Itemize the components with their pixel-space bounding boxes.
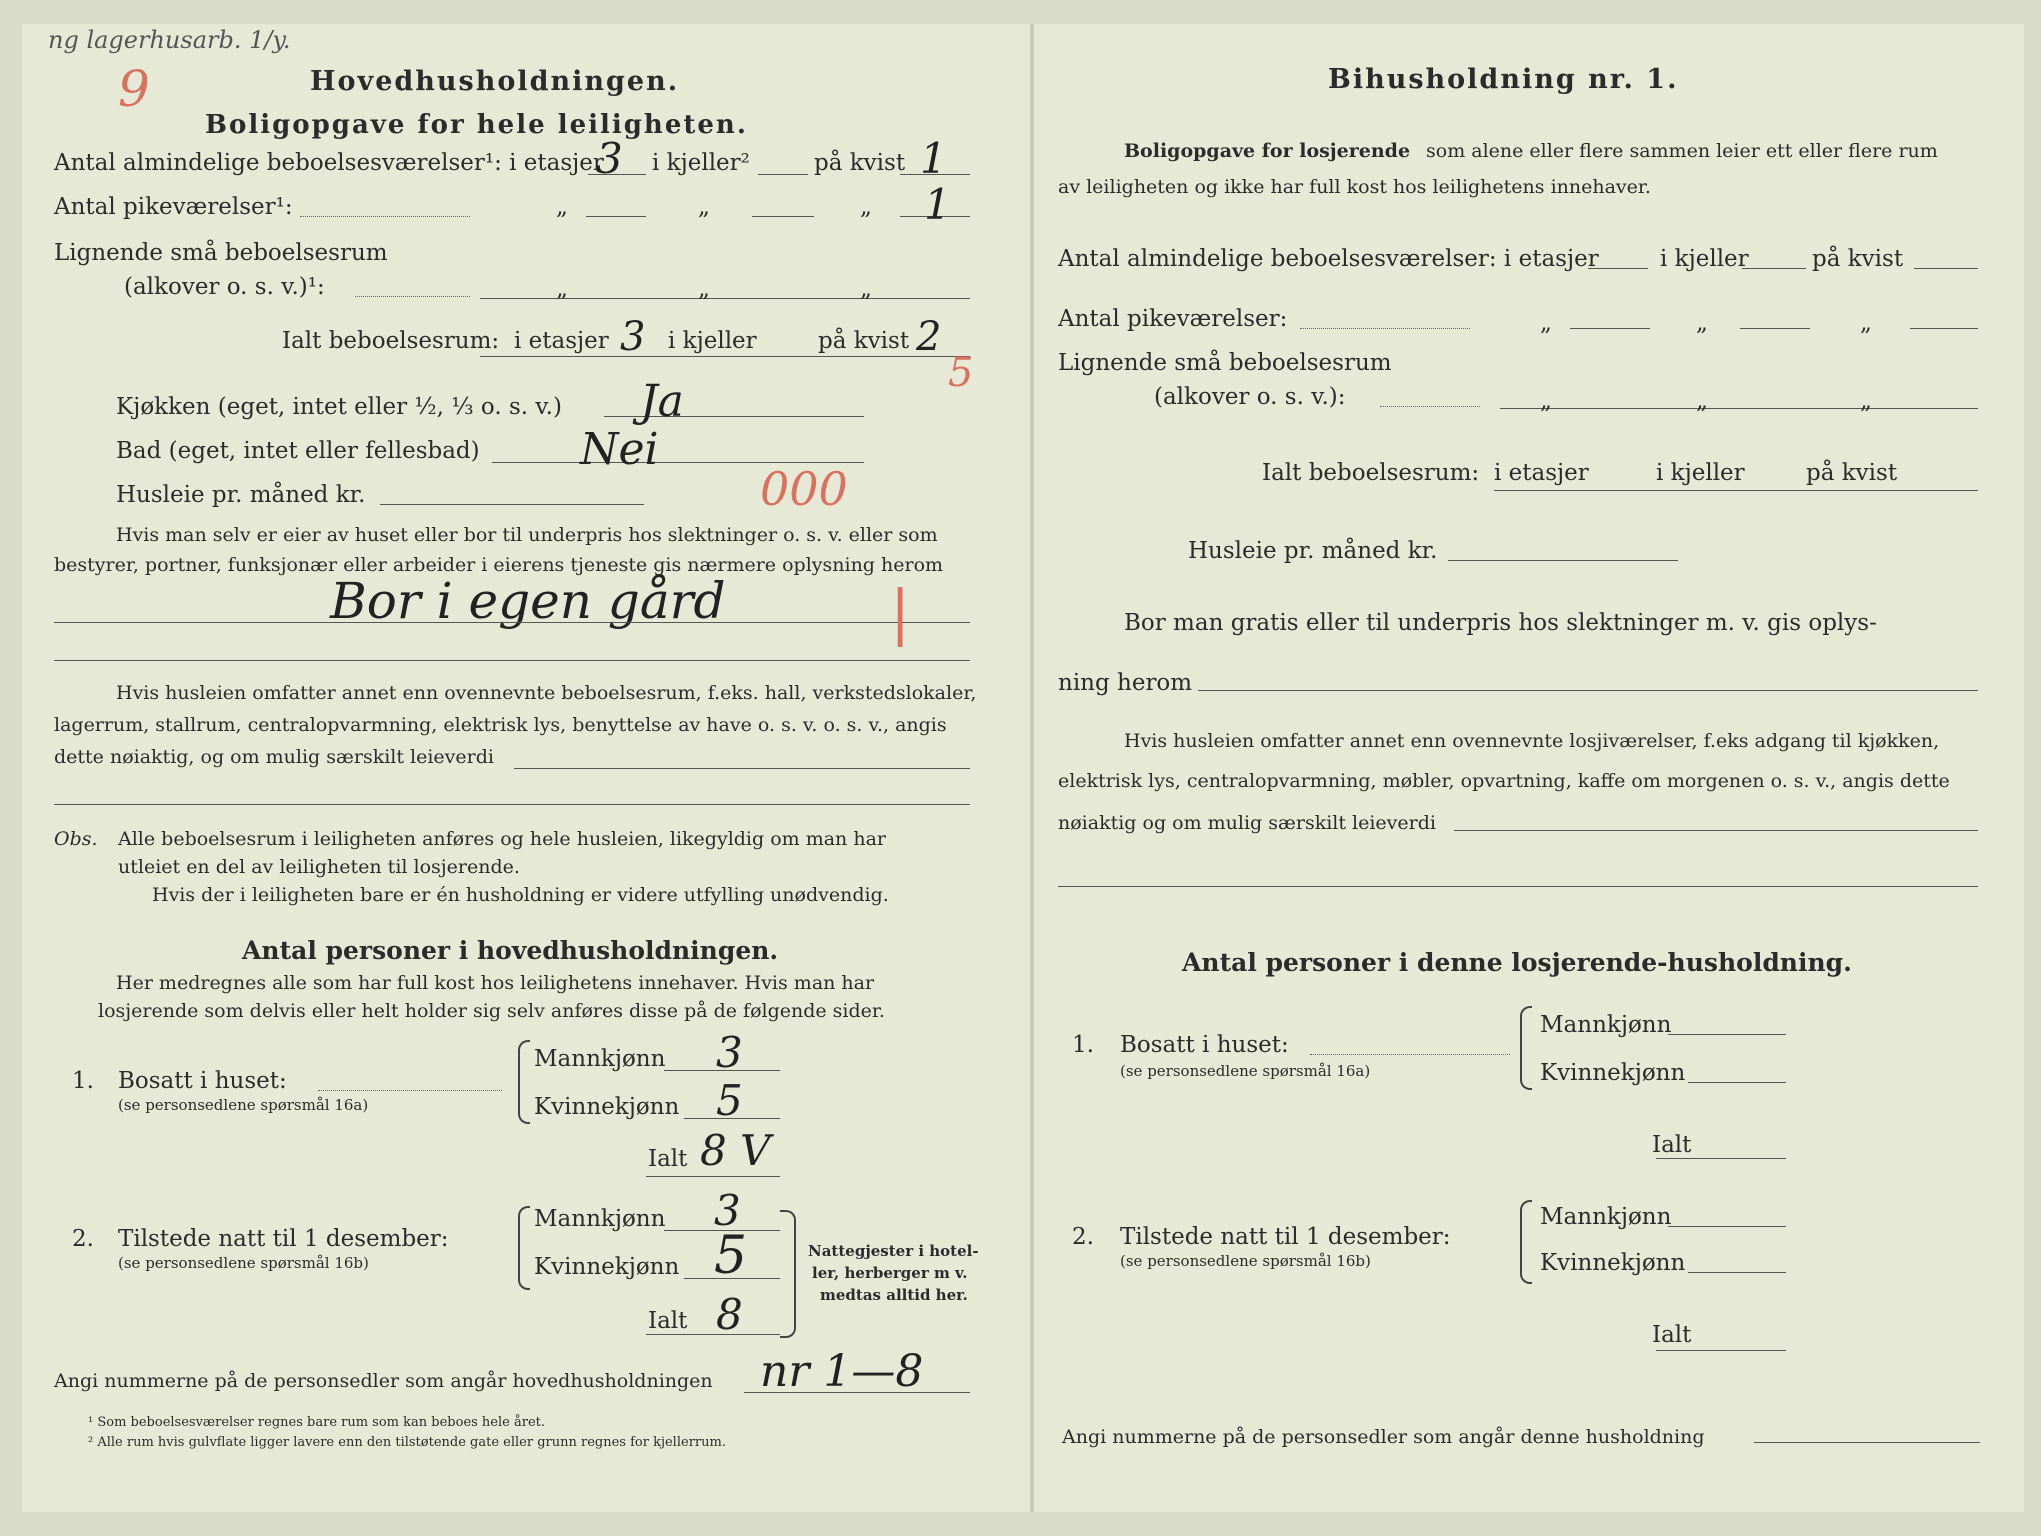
right-total-line [1494,490,1978,491]
right-maid-quote-2: „ [1696,310,1708,336]
q1-ialt-label: Ialt [648,1146,688,1172]
right-includes-2: elektrisk lys, centralopvarmning, møbler, opvartning, kaffe om morgenen o. s. v., angis dette [1058,770,1950,792]
rooms-etasjer-value: 3 [596,134,623,183]
total-kvist-value: 2 [916,314,942,360]
right-maid-line-1 [1570,328,1650,329]
q1-ialt-line [646,1176,780,1177]
rooms-kjeller-label: i kjeller² [652,150,750,176]
q1-label: Bosatt i huset: [118,1068,287,1094]
q2-kvinne-value: 5 [714,1226,748,1286]
right-alcove-line [1500,408,1978,409]
right-maid-line-3 [1910,328,1978,329]
q2-label: Tilstede natt til 1 desember: [118,1226,449,1252]
q2-mann-label: Mannkjønn [534,1206,666,1232]
right-maid-dots [1300,328,1470,329]
right-includes-line-2 [1058,886,1978,887]
right-rooms-label: Antal almindelige beboelsesværelser: i etasjer [1058,246,1599,272]
right-q2-ialt-label: Ialt [1652,1322,1692,1348]
alcove-label-1: Lignende små beboelsesrum [54,240,388,266]
right-maid-line-2 [1740,328,1810,329]
nightguests-1: Nattegjester i hotel- [808,1242,979,1260]
right-q1-mann-label: Mannkjønn [1540,1012,1672,1038]
right-q1-brace [1520,1006,1532,1090]
red-mark-9: 9 [118,60,150,118]
alcove-quote-2: „ [698,276,710,302]
rent-line [380,504,644,505]
owner-text-1: Hvis man selv er eier av huset eller bor til underpris hos slektninger o. s. v. eller som [116,524,938,546]
maid-etasjer-line [586,216,646,217]
q1-brace [518,1040,530,1124]
obs-text-2: utleiet en del av leiligheten til losjerende. [118,856,520,878]
q1-mann-value: 3 [716,1028,743,1077]
persons-text-2: losjerende som delvis eller helt holder sig selv anføres disse på de følgende sider. [98,1000,885,1022]
q2-ialt-label: Ialt [648,1308,688,1334]
rent-red-mark: 000 [760,462,848,516]
right-free-line [1198,690,1978,691]
rent-label: Husleie pr. måned kr. [116,482,366,508]
angi-answer: nr 1—8 [760,1346,924,1397]
right-alcove-dots [1380,406,1480,407]
q2-brace [518,1206,530,1290]
q2-kvinne-label: Kvinnekjønn [534,1254,680,1280]
q1-sub: (se personsedlene spørsmål 16a) [118,1096,369,1114]
q1-ialt-value: 8 V [700,1126,771,1175]
margin-note: ng lagerhusarb. 1/y. [48,26,291,54]
kitchen-label: Kjøkken (eget, intet eller ½, ⅓ o. s. v.) [116,394,562,420]
q2-number: 2. [72,1226,94,1252]
alcove-line [480,298,970,299]
right-angi-text: Angi nummerne på de personsedler som angår denne husholdning [1062,1426,1705,1448]
q2-ialt-value: 8 [716,1290,743,1339]
rooms-kvist-label: på kvist [814,150,906,176]
right-total-label: Ialt beboelsesrum: [1262,460,1480,486]
total-etasjer-value: 3 [620,314,646,360]
right-q2-kvinne-label: Kvinnekjønn [1540,1250,1686,1276]
maid-rooms-dots [300,216,470,217]
right-q1-mann-line [1668,1034,1786,1035]
obs-label: Obs. [54,828,98,850]
right-q1-kvinne-line [1688,1082,1786,1083]
q1-kvinne-label: Kvinnekjønn [534,1094,680,1120]
right-alcove-quote-3: „ [1860,388,1872,414]
right-rooms-kvist-line [1914,268,1978,269]
right-q2-sub: (se personsedlene spørsmål 16b) [1120,1252,1371,1270]
nightguests-2: ler, herberger m v. [812,1264,968,1282]
right-rent-label: Husleie pr. måned kr. [1188,538,1438,564]
maid-quote-3: „ [860,194,872,220]
right-intro-2: av leiligheten og ikke har full kost hos leilighetens innehaver. [1058,176,1651,198]
rooms-kvist-value: 1 [920,134,947,183]
maid-quote-2: „ [698,194,710,220]
maid-kjeller-line [752,216,814,217]
right-maid-quote-1: „ [1540,310,1552,336]
right-title: Bihusholdning nr. 1. [1328,64,1679,95]
right-includes-3: nøiaktig og om mulig særskilt leieverdi [1058,812,1436,834]
right-rooms-etasjer-line [1588,268,1648,269]
right-persons-title: Antal personer i denne losjerende-husholdning. [1182,948,1852,977]
q1-dots [318,1090,502,1091]
right-q2-brace [1520,1200,1532,1284]
right-maid-quote-3: „ [1860,310,1872,336]
nightguests-3: medtas alltid her. [820,1286,968,1304]
total-kvist-label: på kvist [818,328,910,354]
owner-line-2 [54,660,970,661]
maid-rooms-label: Antal pikeværelser¹: [54,194,293,220]
includes-text-2: lagerrum, stallrum, centralopvarmning, elektrisk lys, benyttelse av have o. s. v. o. s. v., angis [54,714,947,736]
angi-text: Angi nummerne på de personsedler som angår hovedhusholdningen [54,1370,713,1392]
right-intro-1: som alene eller flere sammen leier ett eller flere rum [1426,140,1938,162]
right-alcove-label-1: Lignende små beboelsesrum [1058,350,1392,376]
includes-text-1: Hvis husleien omfatter annet enn ovennevnte beboelsesrum, f.eks. hall, verkstedslokaler, [116,682,977,704]
right-q2-mann-line [1668,1226,1786,1227]
right-q2-kvinne-line [1688,1272,1786,1273]
maid-quote-1: „ [556,194,568,220]
rooms-kjeller-line [758,174,808,175]
angi-line [744,1392,970,1393]
right-q1-dots [1310,1054,1510,1055]
right-q2-number: 2. [1072,1224,1094,1250]
right-free-text-1: Bor man gratis eller til underpris hos slektninger m. v. gis oplys- [1124,610,1877,636]
q2-sub: (se personsedlene spørsmål 16b) [118,1254,369,1272]
alcove-quote-1: „ [556,276,568,302]
right-rooms-kjeller-line [1742,268,1806,269]
right-q1-sub: (se personsedlene spørsmål 16a) [1120,1062,1371,1080]
obs-text-3: Hvis der i leiligheten bare er én husholdning er videre utfylling unødvendig. [152,884,889,906]
right-intro-bold: Boligopgave for losjerende [1124,140,1411,162]
includes-line-1 [514,768,970,769]
right-rooms-kvist-label: på kvist [1812,246,1904,272]
right-alcove-label-2: (alkover o. s. v.): [1154,384,1346,410]
q2-mann-value: 3 [714,1186,741,1235]
owner-answer: Bor i egen gård [330,572,726,630]
right-q1-number: 1. [1072,1032,1094,1058]
main-title: Hovedhusholdningen. [310,66,680,97]
right-includes-1: Hvis husleien omfatter annet enn ovennevnte losjiværelser, f.eks adgang til kjøkken, [1124,730,1940,752]
right-total-kvist-label: på kvist [1806,460,1898,486]
q2-ialt-line [646,1334,780,1335]
right-q2-mann-label: Mannkjønn [1540,1204,1672,1230]
right-q1-ialt-line [1656,1158,1786,1159]
owner-line-1 [54,622,970,623]
right-q1-kvinne-label: Kvinnekjønn [1540,1060,1686,1086]
right-q2-label: Tilstede natt til 1 desember: [1120,1224,1451,1250]
right-rooms-kjeller-label: i kjeller [1660,246,1749,272]
total-rooms-label: Ialt beboelsesrum: [282,328,500,354]
right-q2-ialt-line [1656,1350,1786,1351]
right-free-text-2: ning herom [1058,670,1193,696]
right-q1-ialt-label: Ialt [1652,1132,1692,1158]
total-line [480,356,970,357]
includes-text-3: dette nøiaktig, og om mulig særskilt leieverdi [54,746,494,768]
bath-label: Bad (eget, intet eller fellesbad) [116,438,480,464]
red-mark-bar: | [890,578,911,648]
main-subtitle: Boligopgave for hele leiligheten. [205,110,748,140]
total-kjeller-label: i kjeller [668,328,757,354]
right-maid-label: Antal pikeværelser: [1058,306,1288,332]
persons-text-1: Her medregnes alle som har full kost hos leilighetens innehaver. Hvis man har [116,972,875,994]
right-includes-line-1 [1454,830,1978,831]
q2-right-brace [780,1210,796,1338]
persons-title: Antal personer i hovedhusholdningen. [242,936,779,965]
alcove-label-2: (alkover o. s. v.)¹: [124,274,325,300]
right-total-etasjer-label: i etasjer [1494,460,1589,486]
kitchen-value: Ja [640,376,684,427]
right-alcove-quote-1: „ [1540,388,1552,414]
total-etasjer-label: i etasjer [514,328,609,354]
right-angi-line [1754,1442,1980,1443]
owner-text-2: bestyrer, portner, funksjonær eller arbeider i eierens tjeneste gis nærmere oplysning herom [54,554,944,576]
right-rent-line [1448,560,1678,561]
alcove-quote-3: „ [860,276,872,302]
footnote-1: ¹ Som beboelsesværelser regnes bare rum som kan beboes hele året. [88,1415,545,1430]
right-q1-label: Bosatt i huset: [1120,1032,1289,1058]
maid-kvist-value: 1 [924,180,951,229]
includes-line-2 [54,804,970,805]
rooms-label: Antal almindelige beboelsesværelser¹: i etasjer [54,150,604,176]
right-alcove-quote-2: „ [1696,388,1708,414]
q1-kvinne-value: 5 [716,1076,743,1125]
right-total-kjeller-label: i kjeller [1656,460,1745,486]
q1-mann-label: Mannkjønn [534,1046,666,1072]
q1-number: 1. [72,1068,94,1094]
red-mark-5: 5 [948,350,974,396]
alcove-dots [355,296,470,297]
obs-text-1: Alle beboelsesrum i leiligheten anføres og hele husleien, likegyldig om man har [118,828,886,850]
bath-value: Nei [580,424,659,475]
footnote-2: ² Alle rum hvis gulvflate ligger lavere enn den tilstøtende gate eller grunn regnes for kjellerrum. [88,1435,726,1450]
